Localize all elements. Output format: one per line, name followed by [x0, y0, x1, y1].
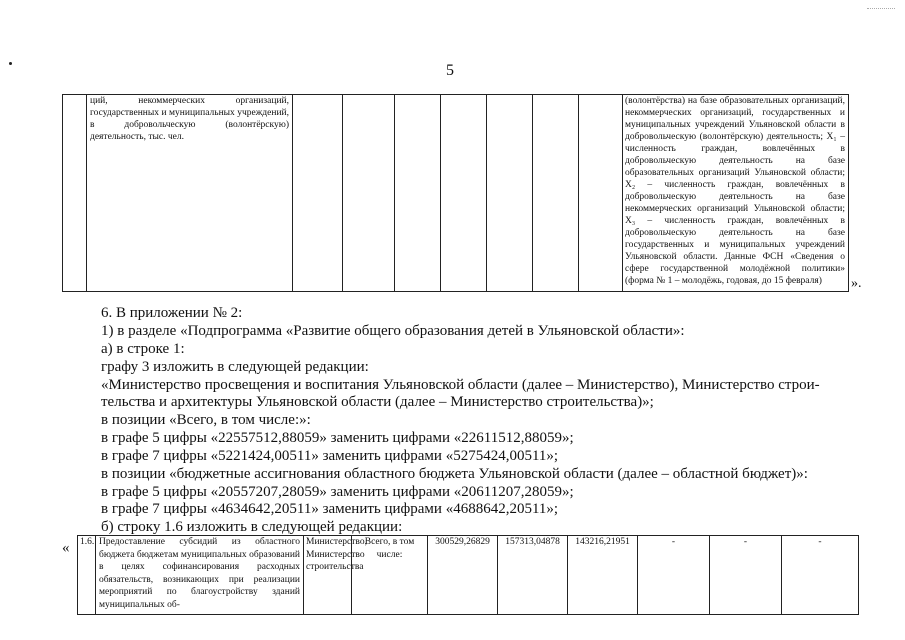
cell-empty	[487, 95, 533, 292]
cell-empty	[395, 95, 441, 292]
year-amount-2: 143216,21951	[568, 536, 638, 615]
paragraph: а) в строке 1:	[101, 341, 185, 357]
year-amount-1: 157313,04878	[498, 536, 568, 615]
cell-num	[63, 95, 87, 292]
opening-quote: «	[62, 540, 70, 556]
paragraph: в графе 7 цифры «5221424,00511» заменить цифрами «5275424,00511»;	[101, 448, 559, 464]
program-row-table	[77, 535, 859, 615]
activity-name: Предоставление субсидий из областного бюджета бюджетам муниципальных образований в целях софинансирования расходных обязательств, возникающих при реализации мероприятий по благоустройству зданий муниципальных об-	[96, 536, 304, 615]
paragraph: в позиции «бюджетные ассигнования областного бюджета Ульяновской области (далее – областной бюджет)»:	[101, 466, 808, 482]
cell-empty	[293, 95, 343, 292]
paragraph: графу 3 изложить в следующей редакции:	[101, 359, 369, 375]
paragraph: тельства и архитектуры Ульяновской области (далее – Министерство строительства)»;	[101, 394, 654, 410]
cell-empty	[533, 95, 579, 292]
cell-empty	[343, 95, 395, 292]
indicator-name-cell: ций, некоммерческих организаций, государственных и муниципальных учреждений, в добровольческую (волонтёрскую) деятельность, тыс. чел.	[87, 95, 293, 292]
total-amount: 300529,26829	[428, 536, 498, 615]
funding-source: Всего, в том числе:	[352, 536, 428, 615]
paragraph: «Министерство просвещения и воспитания Ульяновской области (далее – Министерство), Министерство строи-	[101, 377, 820, 393]
paragraph: 1) в разделе «Подпрограмма «Развитие общего образования детей в Ульяновской области»:	[101, 323, 685, 339]
paragraph: в графе 5 цифры «22557512,88059» заменить цифрами «22611512,88059»;	[101, 430, 574, 446]
year-amount-5: -	[782, 536, 859, 615]
paragraph: в позиции «Всего, в том числе:»:	[101, 412, 311, 428]
scan-speck	[867, 8, 895, 10]
indicator-table	[62, 94, 849, 292]
scan-dot	[9, 62, 12, 65]
responsible: Министерство, Министерство строительства	[304, 536, 352, 615]
closing-quote: ».	[851, 276, 862, 291]
page-number: 5	[446, 62, 454, 79]
paragraph: б) строку 1.6 изложить в следующей редакции:	[101, 519, 403, 535]
paragraph: 6. В приложении № 2:	[101, 305, 243, 321]
paragraph: в графе 5 цифры «20557207,28059» заменить цифрами «20611207,28059»;	[101, 484, 574, 500]
year-amount-3: -	[638, 536, 710, 615]
methodology-cell: (волонтёрства) на базе образовательных организаций, некоммерческих организаций, государственных и муниципальных учреждений Ульяновской области в добровольческую (волонтёрскую) деятельность; X₁ – численность граждан, вовлечённых в добровольческую деятельность на базе образовательных организаций Ульяновской области; X₂ – численность граждан, вовлечённых в добровольческую деятельность на базе некоммерческих организаций Ульяновской области; X₃ – численность граждан, вовлечённых в добровольческую деятельность на базе государственных и муниципальных учреждений Ульяновской области. Данные ФСН «Сведения о сфере государственной молодёжной политики» (форма № 1 – молодёжь, годовая, до 15 февраля)	[623, 95, 849, 292]
paragraph: в графе 7 цифры «4634642,20511» заменить цифрами «4688642,20511»;	[101, 501, 559, 517]
row-number: 1.6.	[78, 536, 96, 615]
cell-empty	[441, 95, 487, 292]
year-amount-4: -	[710, 536, 782, 615]
cell-empty	[579, 95, 623, 292]
